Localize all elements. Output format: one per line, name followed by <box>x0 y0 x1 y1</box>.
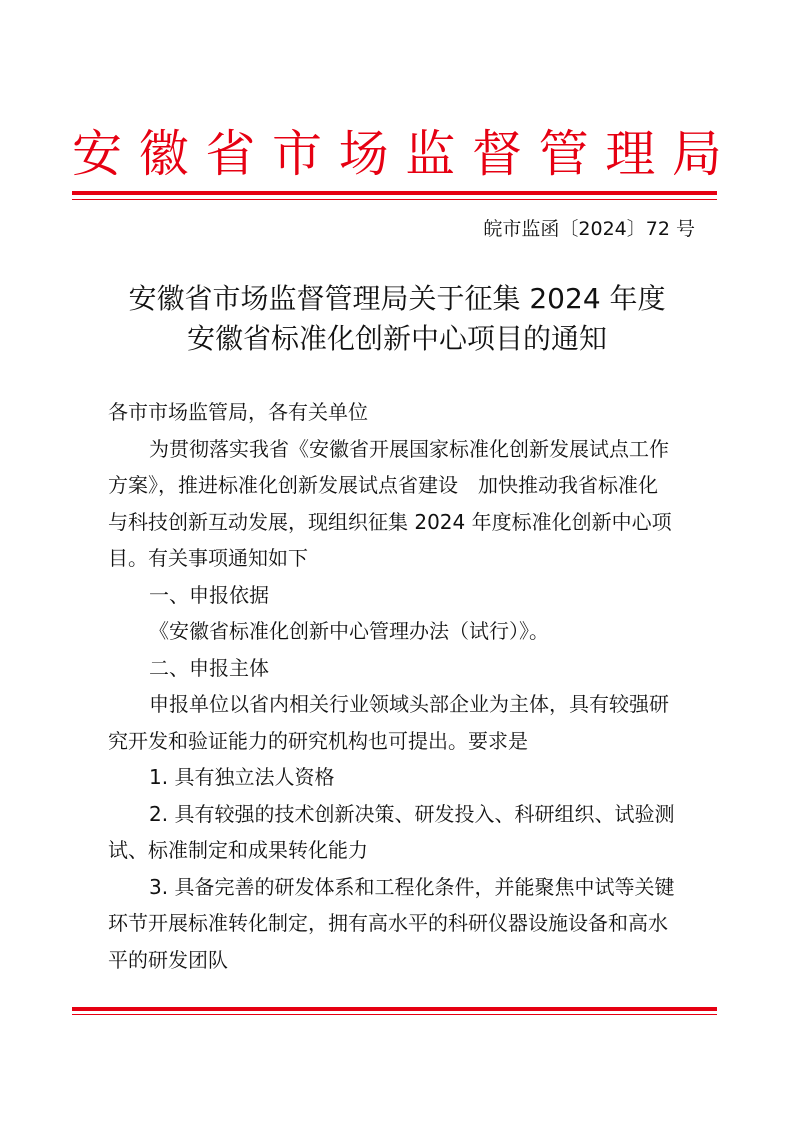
agency-char: 安 <box>72 125 122 183</box>
body-line: 试、标准制定和成果转化能力 <box>108 838 368 862</box>
footer-rule-thick <box>72 1007 717 1011</box>
section-heading: 二、申报主体 <box>149 656 269 680</box>
agency-char: 督 <box>471 125 522 183</box>
list-item: 2. 具有较强的技术创新决策、研发投入、科研组织、试验测 <box>149 802 675 826</box>
body-line: 为贯彻落实我省《安徽省开展国家标准化创新发展试点工作 <box>149 437 669 461</box>
header-rule-thin <box>72 199 717 200</box>
agency-char: 局 <box>671 125 722 183</box>
agency-char: 场 <box>338 125 389 183</box>
body-line: 申报单位以省内相关行业领域头部企业为主体，具有较强研 <box>149 692 669 716</box>
footer-rule-thin <box>72 1014 717 1015</box>
body-line: 《安徽省标准化创新中心管理办法（试行）》。 <box>149 619 549 643</box>
body-line: 方案》，推进标准化创新发展试点省建设 加快推动我省标准化 <box>108 473 658 497</box>
header-rule-thick <box>72 191 717 195</box>
list-item: 3. 具备完善的研发体系和工程化条件，并能聚焦中试等关键 <box>149 875 675 899</box>
body-line: 环节开展标准转化制定，拥有高水平的科研仪器设施设备和高水 <box>108 911 668 935</box>
agency-char: 徽 <box>138 125 189 183</box>
body-line: 究开发和验证能力的研究机构也可提出。要求是 <box>108 729 528 753</box>
document-number: 皖市监函〔2024〕72 号 <box>483 218 695 240</box>
section-heading: 一、申报依据 <box>149 583 269 607</box>
agency-header-title <box>72 124 722 184</box>
agency-char: 监 <box>405 125 456 183</box>
list-item: 1. 具有独立法人资格 <box>149 765 335 789</box>
document-title-line-2: 安徽省标准化创新中心项目的通知 <box>186 322 607 355</box>
salutation: 各市市场监管局，各有关单位 <box>108 400 368 424</box>
body-line: 与科技创新互动发展，现组织征集 2024 年度标准化创新中心项 <box>108 510 672 534</box>
body-line: 平的研发团队 <box>108 948 228 972</box>
document-title-line-1: 安徽省市场监督管理局关于征集 2024 年度 <box>128 282 666 315</box>
agency-char: 省 <box>205 125 256 183</box>
body-line: 目。有关事项通知如下 <box>108 546 308 570</box>
agency-char: 管 <box>538 125 589 183</box>
agency-char: 市 <box>271 125 322 183</box>
agency-char: 理 <box>605 125 656 183</box>
